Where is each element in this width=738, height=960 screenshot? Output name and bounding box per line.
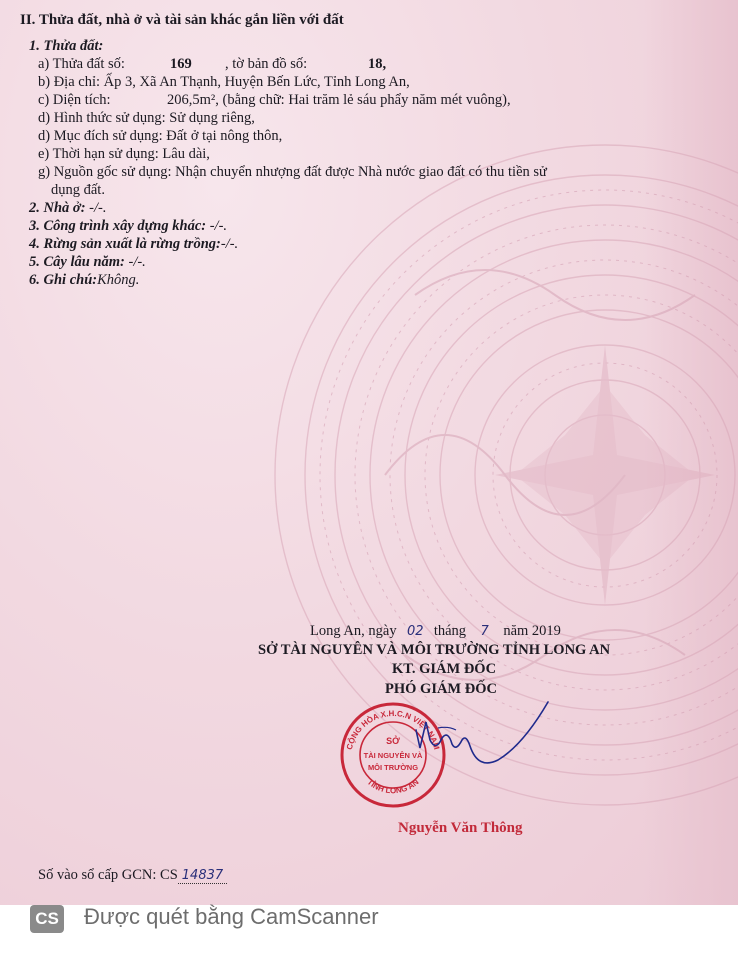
registry-label: Số vào sổ cấp GCN: CS <box>38 867 178 883</box>
date-line <box>310 622 561 641</box>
map-number: 18, <box>368 56 387 72</box>
date-month-label: tháng <box>433 623 467 639</box>
camscanner-watermark-text: Được quét bằng CamScanner <box>84 904 379 929</box>
use-form-line: d) Hình thức sử dụng: Sử dụng riêng, <box>38 110 255 126</box>
date-month: 7 <box>480 624 489 639</box>
seal-center-line-3: MÔI TRƯỜNG <box>367 763 419 772</box>
address-line: b) Địa chỉ: Ấp 3, Xã An Thạnh, Huyện Bến Lức, Tỉnh Long An, <box>38 74 410 90</box>
date-prefix: Long An, ngày <box>310 623 397 639</box>
item-planted-forest: 4. Rừng sản xuất là rừng trồng:-/-. <box>29 236 239 252</box>
seal-ring-text: CỘNG HÒA X.H.C.N VIỆT NAM <box>344 708 442 751</box>
section-title: II. Thửa đất, nhà ở và tài sản khác gắn liền với đất <box>20 12 344 28</box>
map-label: , tờ bản đồ số: <box>225 56 308 72</box>
signer-name: Nguyễn Văn Thông <box>398 820 523 836</box>
registry-line <box>38 866 227 885</box>
item-perennial-trees: 5. Cây lâu năm: -/-. <box>29 254 146 270</box>
item-note: 6. Ghi chú:Không. <box>29 272 140 288</box>
deputy-director-title: PHÓ GIÁM ĐỐC <box>385 681 497 697</box>
seal-center-line-1: SỞ <box>386 736 400 746</box>
seal-center-line-2: TÀI NGUYÊN VÀ <box>363 751 423 760</box>
item-other-construction: 3. Công trình xây dựng khác: -/-. <box>29 218 228 234</box>
seal-bottom-text: TỈNH LONG AN <box>365 777 421 796</box>
kt-director-title: KT. GIÁM ĐỐC <box>392 661 497 677</box>
land-heading: 1. Thửa đất: <box>29 38 104 54</box>
date-day: 02 <box>406 624 424 639</box>
origin-line-1: g) Nguồn gốc sử dụng: Nhận chuyển nhượng đất được Nhà nước giao đất có thu tiền sử <box>38 164 547 180</box>
origin-line-2: dụng đất. <box>51 182 105 198</box>
registry-number: 14837 <box>178 868 227 884</box>
use-term-line: e) Thời hạn sử dụng: Lâu dài, <box>38 146 210 162</box>
use-purpose-line: d) Mục đích sử dụng: Đất ở tại nông thôn, <box>38 128 283 144</box>
date-year: năm 2019 <box>503 623 561 639</box>
camscanner-logo-icon: CS <box>30 905 64 933</box>
area-value: 206,5m², (bằng chữ: Hai trăm lẻ sáu phẩy năm mét vuông), <box>167 92 511 108</box>
authority-name: SỞ TÀI NGUYÊN VÀ MÔI TRƯỜNG TỈNH LONG AN <box>258 642 611 658</box>
parcel-label: a) Thửa đất số: <box>38 56 125 72</box>
parcel-number: 169 <box>170 56 192 72</box>
item-house: 2. Nhà ở: -/-. <box>29 200 107 216</box>
area-label: c) Diện tích: <box>38 92 111 108</box>
signature-icon <box>408 700 558 780</box>
